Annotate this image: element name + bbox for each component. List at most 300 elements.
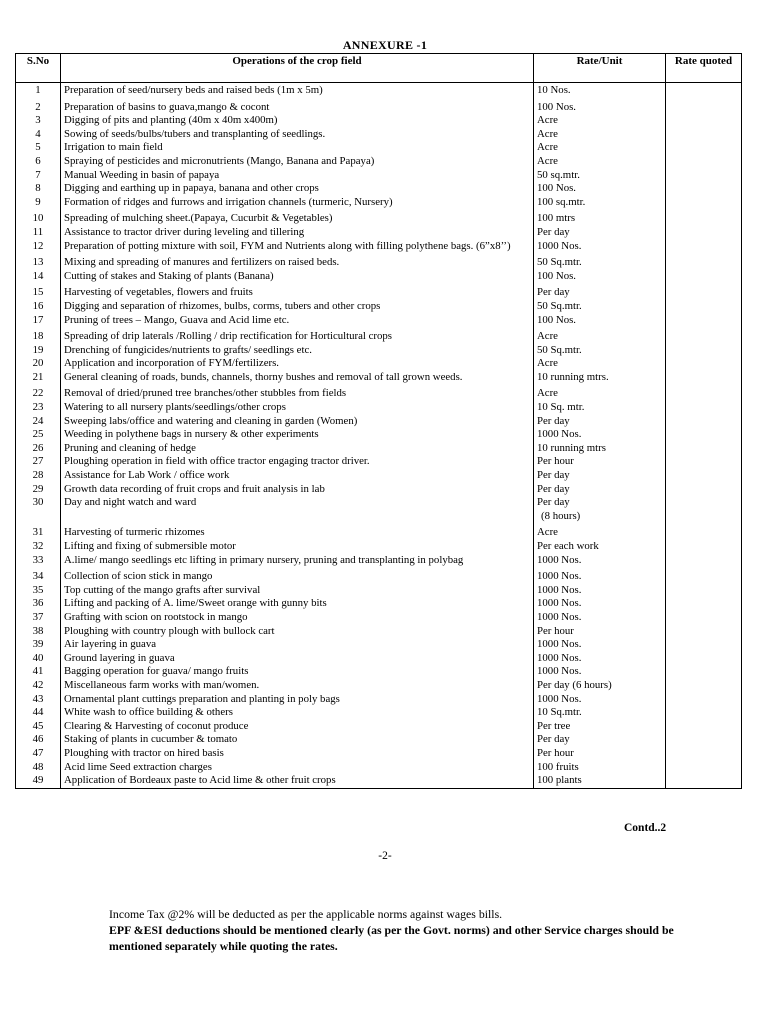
footer-note [109, 906, 709, 954]
row-operation: Spraying of pesticides and micronutrients (Mango, Banana and Papaya) [61, 155, 534, 169]
row-sno: 45 [16, 720, 61, 734]
row-rate-unit [534, 98, 666, 115]
row-rate-quoted [666, 182, 742, 196]
row-rate-unit [534, 283, 666, 300]
row-operation: Weeding in polythene bags in nursery & other experiments [61, 428, 534, 442]
row-sno: 28 [16, 469, 61, 483]
row-rate-unit [534, 327, 666, 344]
rate-unit-text: 1000 Nos. [537, 638, 582, 651]
rate-unit-text: 10 Sq. mtr. [537, 401, 585, 414]
rate-unit-subtext: (8 hours) [541, 509, 581, 522]
row-rate-quoted [666, 679, 742, 693]
rate-unit-text: Per day [537, 286, 570, 299]
table-row [16, 182, 742, 196]
row-operation: Spreading of drip laterals /Rolling / drip rectification for Horticultural crops [61, 327, 534, 344]
row-rate-quoted [666, 720, 742, 734]
table-row [16, 314, 742, 328]
row-sno: 2 [16, 98, 61, 115]
row-operation: Day and night watch and ward [61, 496, 534, 523]
row-sno: 49 [16, 774, 61, 788]
rate-unit-text: 1000 Nos. [537, 610, 582, 623]
row-operation: A.lime/ mango seedlings etc lifting in primary nursery, pruning and transplanting in polybag [61, 554, 534, 568]
row-rate-unit [534, 720, 666, 734]
row-rate-unit [534, 611, 666, 625]
row-rate-quoted [666, 327, 742, 344]
row-operation: Growth data recording of fruit crops and fruit analysis in lab [61, 483, 534, 497]
row-operation: Preparation of seed/nursery beds and raised beds (1m x 5m) [61, 83, 534, 98]
table-row [16, 128, 742, 142]
rate-unit-text: Acre [537, 127, 558, 140]
table-row [16, 196, 742, 210]
rate-unit-text: Acre [537, 387, 558, 400]
table-row [16, 114, 742, 128]
row-rate-unit [534, 567, 666, 584]
row-rate-quoted [666, 693, 742, 707]
rate-unit-text: 1000 Nos. [537, 597, 582, 610]
row-rate-quoted [666, 442, 742, 456]
table-row [16, 415, 742, 429]
rate-unit-text: Acre [537, 330, 558, 343]
row-sno: 33 [16, 554, 61, 568]
rate-unit-text: Per day [537, 496, 570, 509]
row-sno: 36 [16, 597, 61, 611]
table-row [16, 455, 742, 469]
operations-table [15, 53, 742, 789]
row-operation: Ploughing with country plough with bullock cart [61, 625, 534, 639]
row-rate-unit [534, 83, 666, 98]
row-rate-quoted [666, 98, 742, 115]
row-rate-quoted [666, 83, 742, 98]
row-rate-quoted [666, 415, 742, 429]
row-operation: Drenching of fungicides/nutrients to grafts/ seedlings etc. [61, 344, 534, 358]
rate-unit-text: Acre [537, 357, 558, 370]
row-rate-unit [534, 584, 666, 598]
row-operation: Ground layering in guava [61, 652, 534, 666]
row-sno: 14 [16, 270, 61, 284]
row-rate-quoted [666, 761, 742, 775]
row-sno: 27 [16, 455, 61, 469]
row-rate-quoted [666, 344, 742, 358]
rate-unit-text: 1000 Nos. [537, 651, 582, 664]
row-sno: 42 [16, 679, 61, 693]
row-rate-quoted [666, 469, 742, 483]
row-rate-unit [534, 253, 666, 270]
row-rate-quoted [666, 774, 742, 788]
rate-unit-text: 50 Sq.mtr. [537, 343, 582, 356]
row-rate-unit [534, 761, 666, 775]
table-row [16, 98, 742, 115]
row-rate-quoted [666, 455, 742, 469]
table-row [16, 283, 742, 300]
table-row [16, 240, 742, 254]
row-rate-quoted [666, 226, 742, 240]
row-operation: Formation of ridges and furrows and irrigation channels (turmeric, Nursery) [61, 196, 534, 210]
row-sno: 9 [16, 196, 61, 210]
row-rate-quoted [666, 554, 742, 568]
row-rate-quoted [666, 128, 742, 142]
row-sno: 39 [16, 638, 61, 652]
row-sno: 7 [16, 169, 61, 183]
row-rate-quoted [666, 706, 742, 720]
header-rate-quoted: Rate quoted [666, 54, 742, 83]
rate-unit-text: Per each work [537, 540, 599, 552]
row-operation: Removal of dried/pruned tree branches/other stubbles from fields [61, 384, 534, 401]
row-rate-unit [534, 469, 666, 483]
row-rate-quoted [666, 733, 742, 747]
row-operation: Digging and separation of rhizomes, bulbs, corms, tubers and other crops [61, 300, 534, 314]
table-row [16, 300, 742, 314]
rate-unit-text: 10 Sq.mtr. [537, 706, 582, 719]
row-rate-unit [534, 597, 666, 611]
rate-unit-text: Acre [537, 141, 558, 154]
row-rate-unit [534, 182, 666, 196]
rate-unit-text: Per day (6 hours) [537, 678, 612, 691]
row-sno: 4 [16, 128, 61, 142]
row-operation: Air layering in guava [61, 638, 534, 652]
row-rate-unit [534, 774, 666, 788]
table-row [16, 428, 742, 442]
row-rate-quoted [666, 371, 742, 385]
row-operation: Assistance to tractor driver during leveling and tillering [61, 226, 534, 240]
table-row [16, 371, 742, 385]
rate-unit-text: 1000 Nos. [537, 553, 582, 566]
row-sno: 6 [16, 155, 61, 169]
row-rate-unit [534, 155, 666, 169]
rate-unit-text: 100 sq.mtr. [537, 195, 586, 208]
table-row [16, 567, 742, 584]
row-operation: Clearing & Harvesting of coconut produce [61, 720, 534, 734]
row-sno: 24 [16, 415, 61, 429]
table-row [16, 209, 742, 226]
table-row [16, 652, 742, 666]
table-row [16, 597, 742, 611]
row-rate-quoted [666, 114, 742, 128]
row-sno: 40 [16, 652, 61, 666]
row-sno: 19 [16, 344, 61, 358]
row-rate-unit [534, 114, 666, 128]
row-operation: Collection of scion stick in mango [61, 567, 534, 584]
rate-unit-text: 50 sq.mtr. [537, 168, 580, 181]
row-rate-quoted [666, 483, 742, 497]
row-sno: 25 [16, 428, 61, 442]
table-row [16, 442, 742, 456]
row-operation: Harvesting of vegetables, flowers and fruits [61, 283, 534, 300]
row-rate-unit [534, 523, 666, 540]
table-header-row [16, 54, 742, 83]
row-sno: 37 [16, 611, 61, 625]
table-row [16, 469, 742, 483]
row-sno: 18 [16, 327, 61, 344]
rate-unit-text: 1000 Nos. [537, 583, 582, 596]
row-sno: 35 [16, 584, 61, 598]
rate-unit-text: 100 mtrs [537, 212, 576, 225]
row-rate-quoted [666, 597, 742, 611]
row-sno: 11 [16, 226, 61, 240]
row-rate-quoted [666, 652, 742, 666]
rate-unit-text: 100 plants [537, 774, 582, 787]
header-rate-unit: Rate/Unit [534, 54, 666, 83]
row-rate-quoted [666, 496, 742, 523]
rate-unit-text: 100 fruits [537, 760, 579, 773]
row-rate-unit [534, 540, 666, 554]
row-rate-unit [534, 401, 666, 415]
row-operation: Sowing of seeds/bulbs/tubers and transplanting of seedlings. [61, 128, 534, 142]
table-row [16, 344, 742, 358]
row-rate-quoted [666, 155, 742, 169]
table-row [16, 496, 742, 523]
row-operation: Acid lime Seed extraction charges [61, 761, 534, 775]
row-rate-unit [534, 706, 666, 720]
row-sno: 31 [16, 523, 61, 540]
continued-note: Contd..2 [624, 822, 667, 834]
row-sno: 10 [16, 209, 61, 226]
row-rate-quoted [666, 253, 742, 270]
table-row [16, 611, 742, 625]
table-body [16, 83, 742, 789]
row-rate-quoted [666, 747, 742, 761]
row-sno: 26 [16, 442, 61, 456]
table-row [16, 83, 742, 98]
row-operation: Top cutting of the mango grafts after survival [61, 584, 534, 598]
row-rate-quoted [666, 270, 742, 284]
row-rate-unit [534, 455, 666, 469]
row-rate-quoted [666, 209, 742, 226]
row-rate-quoted [666, 141, 742, 155]
row-operation: Application and incorporation of FYM/fertilizers. [61, 357, 534, 371]
row-rate-unit [534, 209, 666, 226]
table-row [16, 638, 742, 652]
row-operation: Mixing and spreading of manures and fertilizers on raised beds. [61, 253, 534, 270]
row-rate-unit [534, 344, 666, 358]
row-rate-unit [534, 384, 666, 401]
rate-unit-text: 50 Sq.mtr. [537, 299, 582, 312]
row-rate-unit [534, 270, 666, 284]
row-operation: Watering to all nursery plants/seedlings/other crops [61, 401, 534, 415]
rate-unit-text: Per day [537, 482, 570, 495]
rate-unit-text: 100 Nos. [537, 313, 576, 326]
row-operation: Digging of pits and planting (40m x 40m x400m) [61, 114, 534, 128]
row-operation: Lifting and fixing of submersible motor [61, 540, 534, 554]
row-sno: 15 [16, 283, 61, 300]
epf-esi-note: EPF &ESI deductions should be mentioned clearly (as per the Govt. norms) and other Service charges should be mentioned separately while quoting the rates. [109, 923, 674, 953]
row-rate-unit [534, 625, 666, 639]
table-row [16, 270, 742, 284]
row-rate-unit [534, 314, 666, 328]
row-sno: 13 [16, 253, 61, 270]
row-sno: 29 [16, 483, 61, 497]
row-rate-unit [534, 554, 666, 568]
rate-unit-text: 100 Nos. [537, 100, 576, 113]
row-rate-unit [534, 652, 666, 666]
row-operation: Cutting of stakes and Staking of plants (Banana) [61, 270, 534, 284]
row-operation: White wash to office building & others [61, 706, 534, 720]
row-rate-quoted [666, 625, 742, 639]
rate-unit-text: Per hour [537, 746, 574, 759]
row-rate-quoted [666, 638, 742, 652]
row-rate-quoted [666, 428, 742, 442]
row-operation: Digging and earthing up in papaya, banana and other crops [61, 182, 534, 196]
row-sno: 34 [16, 567, 61, 584]
page-number: -2- [378, 850, 392, 862]
table-row [16, 169, 742, 183]
row-rate-unit [534, 128, 666, 142]
row-rate-unit [534, 371, 666, 385]
row-operation: Spreading of mulching sheet.(Papaya, Cucurbit & Vegetables) [61, 209, 534, 226]
header-sno: S.No [16, 54, 61, 83]
row-rate-unit [534, 665, 666, 679]
row-sno: 5 [16, 141, 61, 155]
row-operation: Ploughing with tractor on hired basis [61, 747, 534, 761]
rate-unit-text: Per day [537, 225, 570, 238]
table-row [16, 720, 742, 734]
row-sno: 38 [16, 625, 61, 639]
row-rate-unit [534, 226, 666, 240]
row-rate-quoted [666, 314, 742, 328]
row-rate-unit [534, 240, 666, 254]
row-operation: Bagging operation for guava/ mango fruits [61, 665, 534, 679]
row-rate-unit [534, 357, 666, 371]
row-operation: Application of Bordeaux paste to Acid lime & other fruit crops [61, 774, 534, 788]
row-operation: Ornamental plant cuttings preparation and planting in poly bags [61, 693, 534, 707]
row-rate-quoted [666, 357, 742, 371]
table-row [16, 357, 742, 371]
row-sno: 12 [16, 240, 61, 254]
table-row [16, 761, 742, 775]
row-sno: 3 [16, 114, 61, 128]
rate-unit-text: 1000 Nos. [537, 692, 582, 705]
row-rate-unit [534, 638, 666, 652]
row-sno: 1 [16, 83, 61, 98]
table-row [16, 226, 742, 240]
rate-unit-text: Acre [537, 154, 558, 167]
row-operation: Irrigation to main field [61, 141, 534, 155]
row-operation: Pruning and cleaning of hedge [61, 442, 534, 456]
rate-unit-text: Per day [537, 733, 570, 746]
row-rate-unit [534, 747, 666, 761]
row-rate-quoted [666, 196, 742, 210]
row-sno: 23 [16, 401, 61, 415]
rate-unit-text: Per hour [537, 624, 574, 637]
table-row [16, 679, 742, 693]
table-row [16, 155, 742, 169]
row-rate-unit [534, 693, 666, 707]
row-rate-unit [534, 442, 666, 456]
row-operation: Grafting with scion on rootstock in mango [61, 611, 534, 625]
row-rate-quoted [666, 540, 742, 554]
table-row [16, 401, 742, 415]
rate-unit-text: 100 Nos. [537, 182, 576, 195]
row-sno: 22 [16, 384, 61, 401]
row-operation: Staking of plants in cucumber & tomato [61, 733, 534, 747]
row-sno: 46 [16, 733, 61, 747]
table-row [16, 141, 742, 155]
row-rate-quoted [666, 283, 742, 300]
rate-unit-text: 1000 Nos. [537, 570, 582, 583]
rate-unit-text: Per hour [537, 455, 574, 468]
row-operation: Sweeping labs/office and watering and cleaning in garden (Women) [61, 415, 534, 429]
row-operation: Lifting and packing of A. lime/Sweet orange with gunny bits [61, 597, 534, 611]
row-sno: 30 [16, 496, 61, 523]
row-rate-unit [534, 196, 666, 210]
row-sno: 20 [16, 357, 61, 371]
row-sno: 17 [16, 314, 61, 328]
header-operation: Operations of the crop field [61, 54, 534, 83]
rate-unit-text: Per day [537, 469, 570, 482]
row-operation: Ploughing operation in field with office tractor engaging tractor driver. [61, 455, 534, 469]
rate-unit-text: 1000 Nos. [537, 665, 582, 678]
rate-unit-text: 50 Sq.mtr. [537, 256, 582, 269]
row-rate-quoted [666, 240, 742, 254]
row-sno: 16 [16, 300, 61, 314]
table-row [16, 733, 742, 747]
table-row [16, 523, 742, 540]
row-operation: Preparation of basins to guava,mango & cocont [61, 98, 534, 115]
table-row [16, 584, 742, 598]
rate-unit-text: 10 running mtrs. [537, 370, 609, 383]
row-sno: 43 [16, 693, 61, 707]
row-rate-quoted [666, 169, 742, 183]
rate-unit-text: 1000 Nos. [537, 239, 582, 252]
rate-unit-text: Per day [537, 414, 570, 427]
row-operation: Pruning of trees – Mango, Guava and Acid lime etc. [61, 314, 534, 328]
row-rate-quoted [666, 611, 742, 625]
table-row [16, 774, 742, 788]
row-rate-quoted [666, 665, 742, 679]
row-rate-quoted [666, 300, 742, 314]
table-row [16, 327, 742, 344]
row-rate-unit [534, 733, 666, 747]
row-rate-unit [534, 300, 666, 314]
row-rate-unit [534, 169, 666, 183]
table-row [16, 625, 742, 639]
row-sno: 47 [16, 747, 61, 761]
rate-unit-text: 10 running mtrs [537, 441, 606, 454]
table-row [16, 693, 742, 707]
row-rate-unit [534, 496, 666, 523]
rate-unit-text: Acre [537, 526, 558, 539]
row-operation: Assistance for Lab Work / office work [61, 469, 534, 483]
table-row [16, 747, 742, 761]
row-operation: Harvesting of turmeric rhizomes [61, 523, 534, 540]
rate-unit-text: Acre [537, 114, 558, 127]
table-row [16, 554, 742, 568]
row-operation: General cleaning of roads, bunds, channels, thorny bushes and removal of tall grown weeds. [61, 371, 534, 385]
annexure-title: ANNEXURE -1 [342, 38, 428, 52]
rate-unit-text: 10 Nos. [537, 84, 571, 96]
table-row [16, 253, 742, 270]
row-sno: 44 [16, 706, 61, 720]
row-rate-unit [534, 679, 666, 693]
income-tax-note: Income Tax @2% will be deducted as per the applicable norms against wages bills. [109, 907, 503, 921]
row-rate-unit [534, 483, 666, 497]
row-rate-unit [534, 141, 666, 155]
row-rate-quoted [666, 567, 742, 584]
row-sno: 21 [16, 371, 61, 385]
row-rate-unit [534, 428, 666, 442]
row-operation: Miscellaneous farm works with man/women. [61, 679, 534, 693]
rate-unit-text: 1000 Nos. [537, 428, 582, 441]
row-sno: 32 [16, 540, 61, 554]
row-rate-quoted [666, 401, 742, 415]
row-sno: 48 [16, 761, 61, 775]
row-sno: 41 [16, 665, 61, 679]
table-row [16, 706, 742, 720]
table-row [16, 540, 742, 554]
table-row [16, 483, 742, 497]
row-rate-quoted [666, 384, 742, 401]
row-operation: Manual Weeding in basin of papaya [61, 169, 534, 183]
table-row [16, 665, 742, 679]
